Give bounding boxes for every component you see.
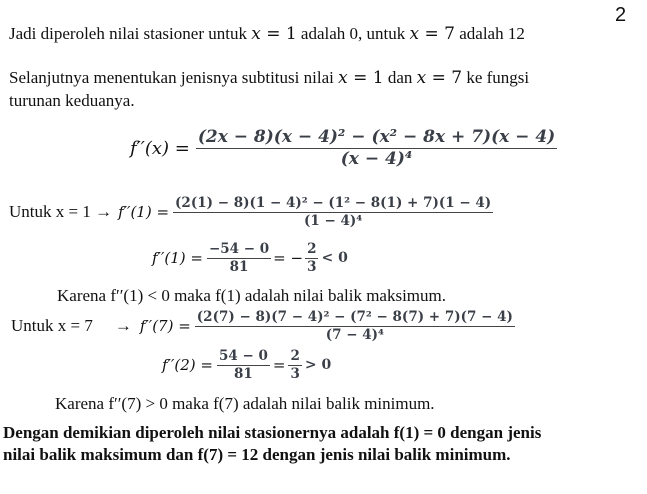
numerator: 54 − 0 bbox=[218, 348, 268, 364]
variable-x: x bbox=[416, 68, 427, 88]
comparison: < 0 bbox=[321, 250, 348, 267]
case-x7-fraction bbox=[195, 310, 515, 343]
variable-x: x bbox=[251, 24, 261, 44]
case-x7-result-lhs: f′′(2) = bbox=[162, 356, 213, 375]
case-x1-conclusion: Karena f′′(1) < 0 maka f(1) adalah nilai balik maksimum. bbox=[57, 286, 446, 305]
case-x7-denominator: (7 − 4)⁴ bbox=[325, 326, 384, 343]
variable-x: x bbox=[409, 24, 420, 44]
case-x1-result bbox=[152, 242, 348, 275]
text: dan bbox=[383, 68, 417, 87]
case-x1-numerator: (2(1) − 8)(1 − 4)² − (1² − 8(1) + 7)(1 − 4) bbox=[175, 195, 492, 211]
denominator: 3 bbox=[307, 258, 317, 275]
formula-fraction bbox=[196, 128, 557, 169]
summary-line2: nilai balik maksimum dan f(7) = 12 dengan jenis nilai balik minimum. bbox=[3, 445, 511, 464]
case-x7-result-fraction bbox=[217, 349, 270, 382]
case-x1-result-fraction bbox=[207, 242, 271, 275]
arrow-icon: → bbox=[114, 316, 132, 336]
variable-x: x bbox=[338, 68, 348, 88]
summary-line1: Dengan demikian diperoleh nilai stasionernya adalah f(1) = 0 dengan jenis bbox=[3, 423, 542, 442]
formula-denominator: (x − 4)⁴ bbox=[340, 148, 413, 169]
denominator: 3 bbox=[290, 365, 300, 382]
text: ke fungsi bbox=[462, 68, 530, 87]
case-x7-lhs: f′′(7) = bbox=[139, 317, 191, 336]
numerator: 2 bbox=[307, 241, 317, 257]
case-x1-denominator: (1 − 4)⁴ bbox=[303, 212, 363, 229]
two-thirds-fraction bbox=[288, 349, 301, 382]
case-x1-substitution bbox=[9, 196, 493, 229]
equation: = 7 bbox=[426, 68, 463, 88]
page-number: 2 bbox=[615, 4, 627, 26]
comparison: > 0 bbox=[304, 357, 332, 374]
numerator: −54 − 0 bbox=[208, 241, 270, 257]
equation: = 1 bbox=[260, 24, 297, 44]
case-x1-result-lhs: f′′(1) = bbox=[152, 249, 203, 268]
substitution-intro-line2: turunan keduanya. bbox=[9, 91, 135, 110]
second-derivative-formula bbox=[130, 128, 557, 169]
case-x7-substitution bbox=[11, 310, 515, 343]
case-x7-result bbox=[162, 349, 331, 382]
text: Jadi diperoleh nilai stasioner untuk bbox=[9, 24, 252, 43]
denominator: 81 bbox=[234, 365, 253, 382]
formula-numerator: (2x − 8)(x − 4)² − (x² − 8x + 7)(x − 4) bbox=[197, 127, 556, 147]
text: adalah 12 bbox=[454, 24, 525, 43]
case-x7-label: Untuk x = 7 bbox=[11, 316, 93, 336]
denominator: 81 bbox=[229, 258, 249, 275]
equation: = 7 bbox=[419, 24, 455, 44]
equals: = bbox=[272, 356, 286, 375]
case-x1-fraction bbox=[173, 196, 493, 229]
text: adalah 0, untuk bbox=[296, 24, 410, 43]
two-thirds-fraction bbox=[305, 242, 318, 275]
equation: = 1 bbox=[347, 68, 384, 88]
equals-minus: = − bbox=[273, 249, 304, 268]
case-x1-lhs: f′′(1) = bbox=[118, 203, 170, 222]
case-x7-conclusion: Karena f′′(7) > 0 maka f(7) adalah nilai balik minimum. bbox=[55, 394, 435, 413]
formula-lhs: f′′(x) = bbox=[130, 137, 190, 159]
case-x7-numerator: (2(7) − 8)(7 − 4)² − (7² − 8(7) + 7)(7 − 4) bbox=[196, 309, 513, 325]
text: Selanjutnya menentukan jenisnya subtitusi nilai bbox=[9, 68, 339, 87]
case-x1-label: Untuk x = 1 → bbox=[9, 202, 113, 222]
substitution-intro-line1 bbox=[9, 68, 529, 88]
numerator: 2 bbox=[290, 348, 300, 364]
stationary-values-sentence bbox=[9, 24, 525, 44]
